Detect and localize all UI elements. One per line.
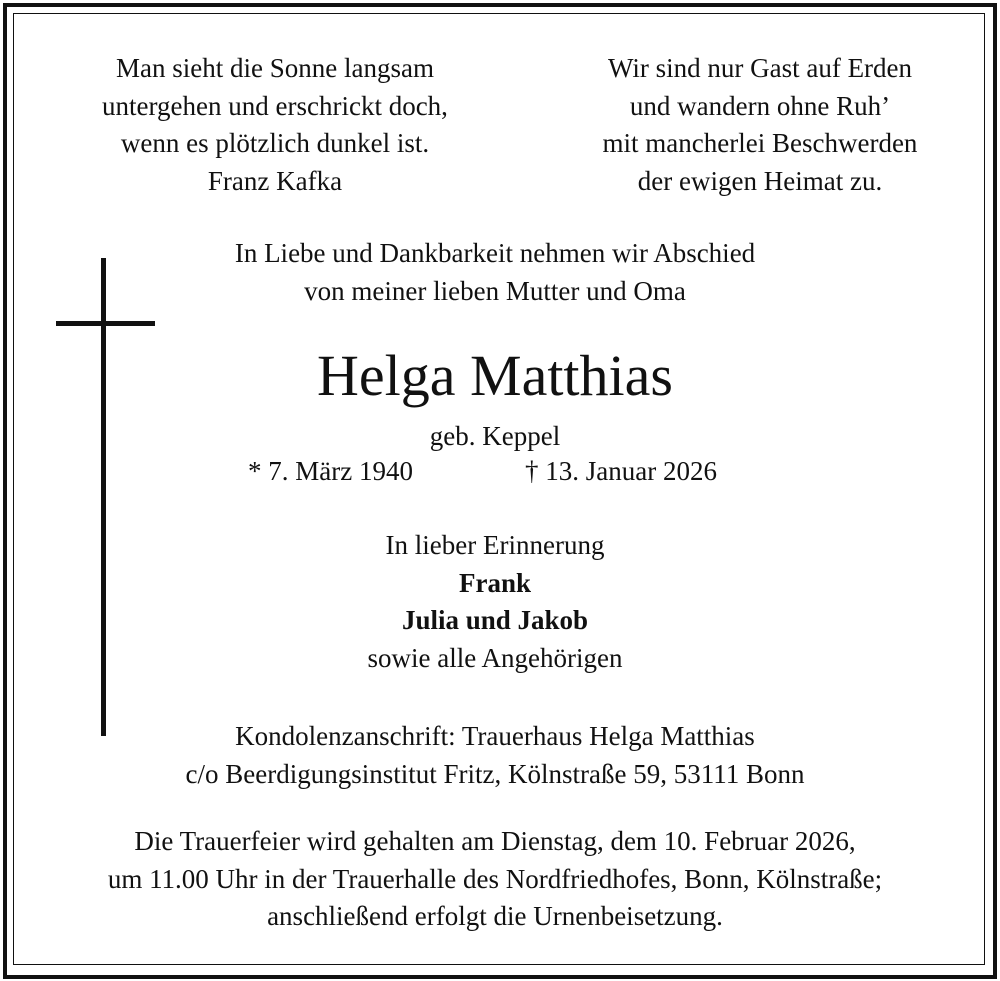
quote-line: untergehen und erschrickt doch, bbox=[102, 90, 448, 121]
service-line: um 11.00 Uhr in der Trauerhalle des Nordfriedhofes, Bonn, Kölnstraße; bbox=[107, 863, 883, 894]
intro-line: von meiner lieben Mutter und Oma bbox=[304, 275, 686, 306]
latin-cross-icon-bar bbox=[56, 321, 155, 326]
poem-line: und wandern ohne Ruh’ bbox=[629, 90, 891, 121]
funeral-service-info bbox=[0, 823, 990, 936]
maiden-name-text: geb. Keppel bbox=[429, 421, 561, 451]
condolence-address bbox=[0, 718, 990, 793]
address-line: Kondolenzanschrift: Trauerhaus Helga Matthias bbox=[235, 721, 755, 751]
mourners-opening: In lieber Erinnerung bbox=[385, 530, 605, 560]
intro-line: In Liebe und Dankbarkeit nehmen wir Abschied bbox=[234, 238, 756, 268]
quote-author: Franz Kafka bbox=[207, 165, 343, 196]
farewell-intro bbox=[0, 235, 990, 310]
service-line: anschließend erfolgt die Urnenbeisetzung. bbox=[267, 901, 723, 931]
mourner-name: Frank bbox=[458, 567, 531, 598]
mourners-list bbox=[0, 527, 990, 677]
quote-line: wenn es plötzlich dunkel ist. bbox=[120, 128, 430, 158]
poem-quote bbox=[545, 50, 975, 200]
quote-line: Man sieht die Sonne langsam bbox=[116, 53, 434, 83]
birth-date: * 7. März 1940 bbox=[248, 456, 413, 486]
deceased-name: Helga Matthias bbox=[317, 343, 673, 408]
service-line: Die Trauerfeier wird gehalten am Dienstag, dem 10. Februar 2026, bbox=[134, 826, 856, 856]
address-line: c/o Beerdigungsinstitut Fritz, Kölnstraße 59, 53111 Bonn bbox=[185, 758, 805, 789]
mourner-name: Julia und Jakob bbox=[401, 605, 589, 635]
maiden-name bbox=[0, 418, 990, 456]
poem-line: der ewigen Heimat zu. bbox=[637, 165, 883, 196]
mourners-closing: sowie alle Angehörigen bbox=[367, 642, 623, 673]
death-date: † 13. Januar 2026 bbox=[525, 456, 717, 486]
poem-line: mit mancherlei Beschwerden bbox=[602, 128, 918, 158]
kafka-quote bbox=[60, 50, 490, 200]
poem-line: Wir sind nur Gast auf Erden bbox=[607, 53, 913, 83]
